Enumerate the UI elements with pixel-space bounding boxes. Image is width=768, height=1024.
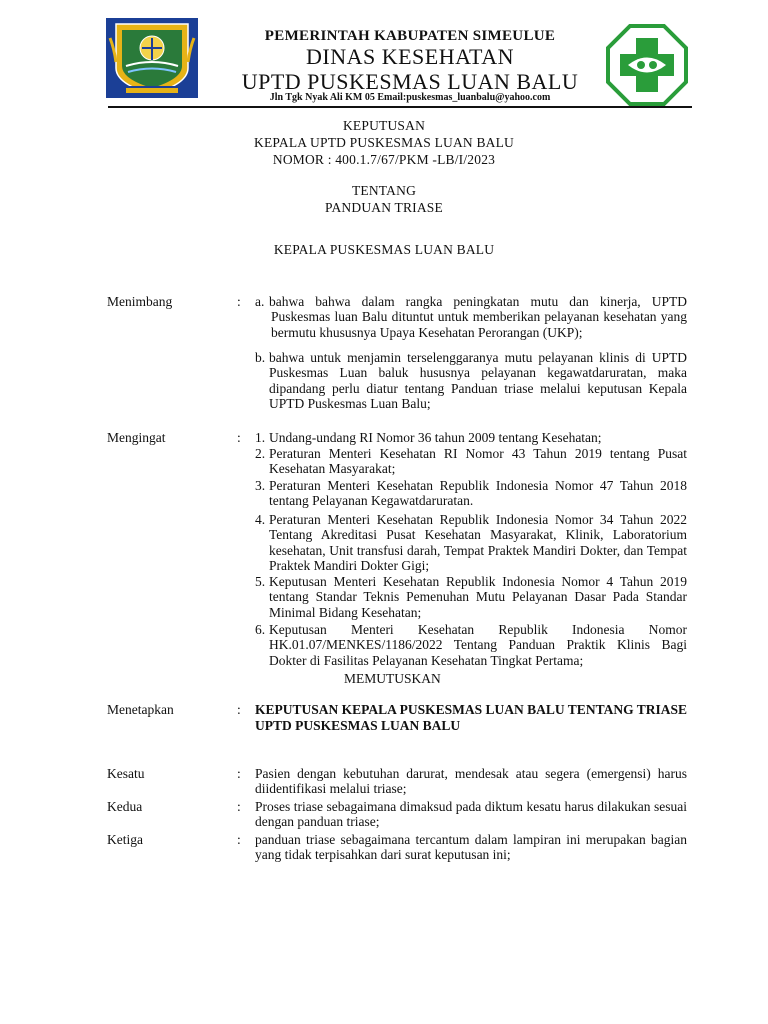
menimbang-colon: :	[237, 294, 241, 309]
mengingat-item-marker: 4.	[255, 512, 266, 527]
mengingat-item	[255, 622, 687, 668]
diktum-ketiga-label: Ketiga	[107, 832, 143, 847]
menetapkan-colon: :	[237, 702, 241, 717]
letterhead-address: Jln Tgk Nyak Ali KM 05 Email:puskesmas_luanbalu@yahoo.com	[269, 92, 551, 103]
mengingat-item	[255, 446, 687, 477]
simeulue-regency-emblem-icon	[106, 18, 198, 98]
diktum-kedua-label: Kedua	[107, 799, 143, 814]
mengingat-item-marker: 1.	[255, 430, 266, 445]
letterhead-agency: DINAS KESEHATAN	[305, 44, 514, 69]
menimbang-item	[255, 294, 687, 340]
mengingat-item-text: Peraturan Menteri Kesehatan Republik Indonesia Nomor 47 Tahun 2018 tentang Pelayanan Kegawatdaruratan.	[269, 478, 687, 509]
decree-number: NOMOR : 400.1.7/67/PKM -LB/I/2023	[272, 152, 496, 167]
menimbang-item-marker: a.	[255, 294, 265, 309]
decree-heading: KEPUTUSAN	[342, 118, 426, 133]
mengingat-item-text: Peraturan Menteri Kesehatan RI Nomor 43 Tahun 2019 tentang Pusat Kesehatan Masyarakat;	[269, 446, 687, 477]
diktum-kedua-colon: :	[237, 799, 241, 814]
mengingat-item-text: Undang-undang RI Nomor 36 tahun 2009 tentang Kesehatan;	[269, 430, 602, 445]
menimbang-item-text: bahwa bahwa dalam rangka peningkatan mutu dan kinerja, UPTD Puskesmas luan Balu dituntut untuk memberikan pelayanan kesehatan yang bermutu khususnya Upaya Kesehatan Perorangan (UKP);	[269, 294, 687, 340]
diktum-kesatu-text: Pasien dengan kebutuhan darurat, mendesak atau segera (emergensi) harus diidentifikasi melalui triase;	[255, 766, 687, 797]
mengingat-item	[255, 512, 687, 574]
decree-issuer: KEPALA PUSKESMAS LUAN BALU	[273, 242, 495, 257]
letterhead-government: PEMERINTAH KABUPATEN SIMEULUE	[264, 28, 556, 44]
mengingat-item-marker: 2.	[255, 446, 266, 461]
mengingat-item-marker: 6.	[255, 622, 266, 637]
mengingat-item	[255, 574, 687, 620]
mengingat-item-marker: 5.	[255, 574, 266, 589]
mengingat-item-text: Peraturan Menteri Kesehatan Republik Indonesia Nomor 34 Tahun 2022 Tentang Akreditasi Pusat Kesehatan Masyarakat, Klinik, Laboratorium kesehatan, Unit transfusi darah, Tempat Praktek Mandiri Dokter, dan Tempat Praktek Mandiri Dokter Gigi;	[269, 512, 687, 574]
menetapkan-label: Menetapkan	[107, 702, 174, 717]
mengingat-item-text: Keputusan Menteri Kesehatan Republik Indonesia Nomor HK.01.07/MENKES/1186/2022 Tentang Panduan Praktik Klinis Bagi Dokter di Fasilitas Pelayanan Kesehatan Tingkat Pertama;	[269, 622, 687, 668]
menimbang-item-marker: b.	[255, 350, 266, 365]
menimbang-item	[255, 350, 687, 412]
menimbang-item-text: bahwa untuk menjamin terselenggaranya mutu pelayanan klinis di UPTD Puskesmas Luan baluk hususnya pelayanan kegawatdaruratan, maka dipandang perlu diatur tentang Panduan triase melalui keputusan Kepala UPTD Puskesmas Luan Balu;	[269, 350, 687, 412]
mengingat-colon: :	[237, 430, 241, 445]
diktum-kesatu-colon: :	[237, 766, 241, 781]
decree-issuer-heading: KEPALA UPTD PUSKESMAS LUAN BALU	[254, 135, 514, 150]
mengingat-item-marker: 3.	[255, 478, 266, 493]
menimbang-label: Menimbang	[107, 294, 173, 309]
mengingat-item	[255, 430, 687, 445]
mengingat-item-text: Keputusan Menteri Kesehatan Republik Indonesia Nomor 4 Tahun 2019 tentang Standar Teknis Pemenuhan Mutu Pelayanan Dasar Pada Standar Minimal Bidang Kesehatan;	[269, 574, 687, 620]
menetapkan-text: KEPUTUSAN KEPALA PUSKESMAS LUAN BALU TENTANG TRIASE UPTD PUSKESMAS LUAN BALU	[255, 702, 687, 733]
diktum-ketiga-colon: :	[237, 832, 241, 847]
letterhead-divider	[108, 106, 692, 108]
letterhead-office: UPTD PUSKESMAS LUAN BALU	[241, 69, 579, 94]
diktum-kesatu-label: Kesatu	[107, 766, 145, 781]
decree-subject: PANDUAN TRIASE	[325, 200, 443, 215]
diktum-kedua-text: Proses triase sebagaimana dimaksud pada diktum kesatu harus dilakukan sesuai dengan panduan triase;	[255, 799, 687, 830]
mengingat-label: Mengingat	[107, 430, 166, 445]
memutuskan-heading: MEMUTUSKAN	[344, 671, 441, 686]
diktum-ketiga-text: panduan triase sebagaimana tercantum dalam lampiran ini merupakan bagian yang tidak terpisahkan dari surat keputusan ini;	[255, 832, 687, 863]
decree-tentang: TENTANG	[351, 183, 417, 198]
mengingat-item	[255, 478, 687, 509]
